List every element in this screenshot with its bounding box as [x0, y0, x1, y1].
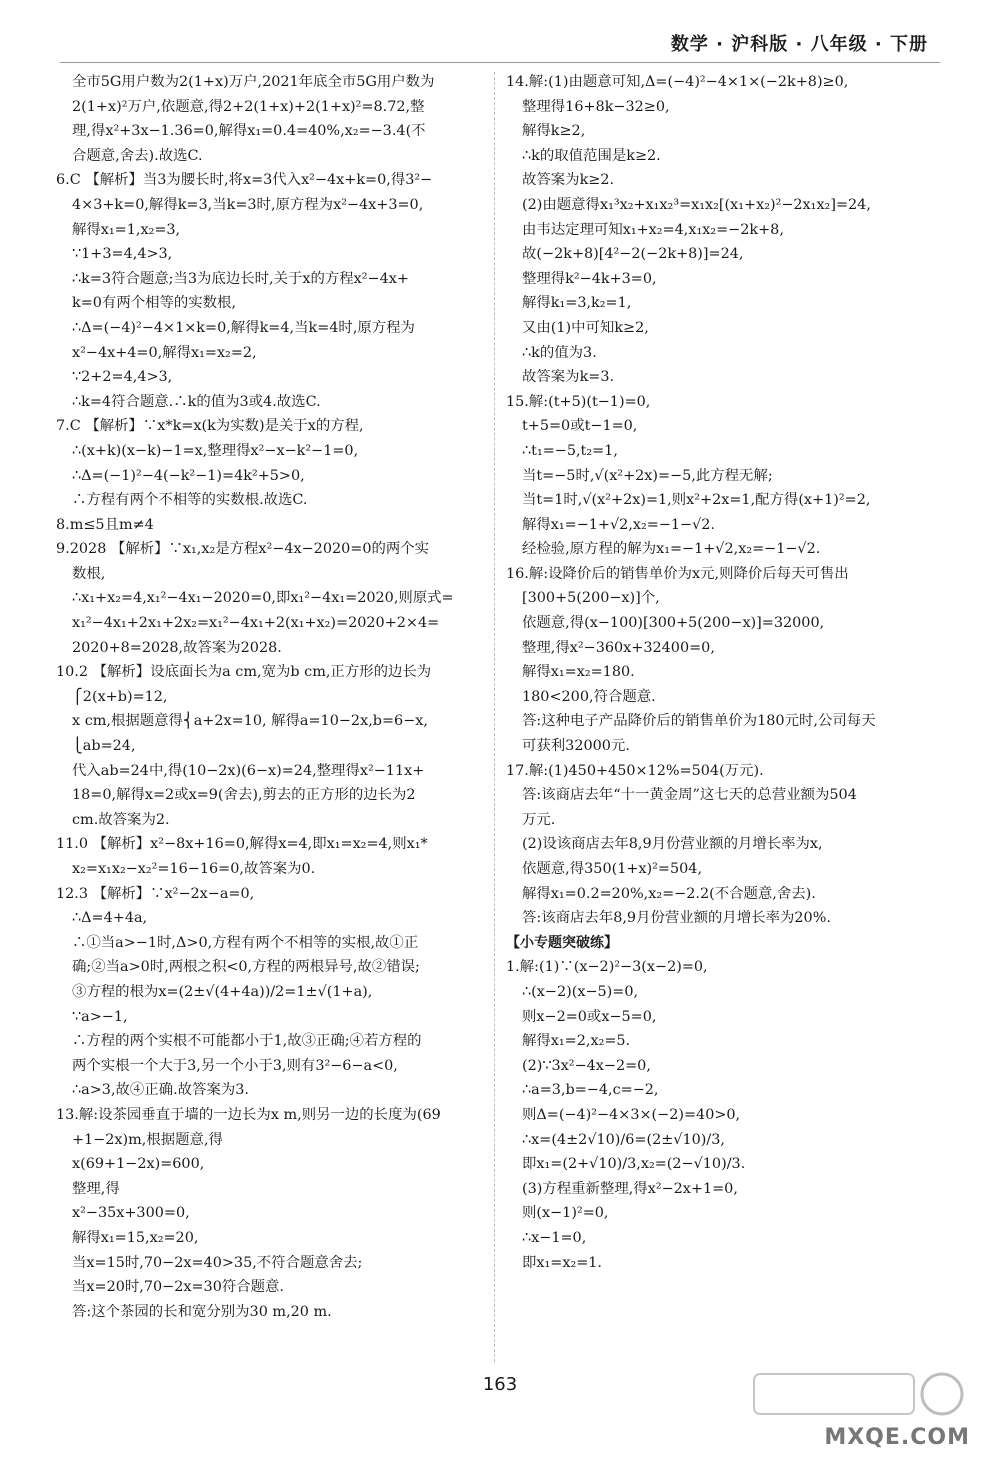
text-line: 可获利32000元.	[522, 738, 630, 755]
text-line: 确;②当a>0时,两根之积<0,方程的两根异号,故②错误;	[72, 959, 420, 976]
text-line: ∴(x−2)(x−5)=0,	[522, 983, 639, 1000]
text-line: 解得k≥2,	[522, 123, 586, 140]
page-header	[0, 0, 1000, 60]
header-rule	[60, 62, 940, 63]
text-line: 整理,得x²−360x+32400=0,	[522, 639, 715, 656]
text-line: ∴x−1=0,	[522, 1229, 587, 1246]
page-number: 163	[482, 1374, 518, 1395]
text-line: x²−4x+4=0,解得x₁=x₂=2,	[72, 344, 257, 361]
text-line: 9.2028 【解析】∵x₁,x₂是方程x²−4x−2020=0的两个实	[56, 541, 430, 558]
text-line: 则(x−1)²=0,	[522, 1205, 609, 1222]
text-line: ∵a>−1,	[72, 1008, 128, 1025]
text-line: 6.C 【解析】当3为腰长时,将x=3代入x²−4x+k=0,得3²−	[56, 172, 433, 189]
text-line: x²−35x+300=0,	[72, 1205, 190, 1222]
text-line: 依题意,得(x−100)[300+5(200−x)]=32000,	[522, 615, 825, 632]
text-line: 故(−2k+8)[4²−2(−2k+8)]=24,	[522, 246, 744, 263]
text-line: 当x=20时,70−2x=30符合题意.	[72, 1279, 284, 1296]
text-line: 解得x₁=15,x₂=20,	[72, 1229, 199, 1246]
text-line: 当t=1时,√(x²+2x)=1,则x²+2x=1,配方得(x+1)²=2,	[522, 492, 871, 509]
text-line: 数根,	[72, 565, 106, 582]
text-line: 13.解:设茶园垂直于墙的一边长为x m,则另一边的长度为(69	[56, 1106, 441, 1123]
column-divider	[494, 72, 495, 1362]
watermark-text: MXQE.COM	[824, 1425, 970, 1450]
text-line: ∴x=(4±2√10)/6=(2±√10)/3,	[522, 1131, 725, 1148]
text-line: 即x₁=(2+√10)/3,x₂=(2−√10)/3.	[522, 1156, 746, 1173]
text-line: 答:这种电子产品降价后的销售单价为180元时,公司每天	[522, 713, 876, 730]
text-line: 则x−2=0或x−5=0,	[522, 1008, 657, 1025]
text-line: (3)方程重新整理,得x²−2x+1=0,	[522, 1180, 738, 1197]
text-line: 又由(1)中可知k≥2,	[522, 319, 649, 336]
text-line: 故答案为k≥2.	[522, 172, 615, 189]
text-line: 由韦达定理可知x₁+x₂=4,x₁x₂=−2k+8,	[522, 221, 784, 238]
text-line: 整理,得	[72, 1180, 120, 1197]
text-line: 12.3 【解析】∵x²−2x−a=0,	[56, 885, 255, 902]
text-line: ∴a=3,b=−4,c=−2,	[522, 1082, 659, 1099]
text-line: ∴(x+k)(x−k)−1=x,整理得x²−x−k²−1=0,	[72, 442, 359, 459]
text-line: x₂=x₁x₂−x₂²=16−16=0,故答案为0.	[72, 861, 316, 877]
text-line: ∴①当a>−1时,Δ>0,方程有两个不相等的实根,故①正	[72, 934, 419, 951]
text-line: 当t=−5时,√(x²+2x)=−5,此方程无解;	[522, 467, 773, 484]
text-line: 全市5G用户数为2(1+x)万户,2021年底全市5G用户数为	[72, 74, 435, 90]
text-line: 解得k₁=3,k₂=1,	[522, 295, 632, 312]
text-line: 解得x₁=0.2=20%,x₂=−2.2(不合题意,舍去).	[522, 885, 816, 902]
text-line: 经检验,原方程的解为x₁=−1+√2,x₂=−1−√2.	[522, 541, 821, 558]
text-line: ∴方程的两个实根不可能都小于1,故③正确;④若方程的	[72, 1033, 422, 1050]
text-line: ③方程的根为x=(2±√(4+4a))/2=1±√(1+a),	[72, 983, 373, 1000]
text-line: 依题意,得350(1+x)²=504,	[522, 861, 703, 877]
text-line: 万元.	[522, 811, 556, 828]
text-line: 则Δ=(−4)²−4×3×(−2)=40>0,	[522, 1106, 741, 1123]
text-line: 2(1+x)²万户,依题意,得2+2(1+x)+2(1+x)²=8.72,整	[72, 98, 425, 115]
text-line: cm.故答案为2.	[72, 811, 170, 828]
header-title: 数学 · 沪科版 · 八年级 · 下册	[670, 34, 928, 55]
text-line: 2020+8=2028,故答案为2028.	[72, 639, 282, 656]
text-line: (2)由题意得x₁³x₂+x₁x₂³=x₁x₂[(x₁+x₂)²−2x₁x₂]=24,	[522, 196, 871, 213]
text-line: 解得x₁=1,x₂=3,	[72, 221, 181, 238]
text-line: 解得x₁=2,x₂=5.	[522, 1033, 631, 1050]
text-line: 故答案为k=3.	[522, 369, 615, 386]
text-line: ⎧2(x+b)=12,	[72, 688, 168, 705]
text-line: 代入ab=24中,得(10−2x)(6−x)=24,整理得x²−11x+	[72, 762, 425, 779]
text-line: 1.解:(1)∵(x−2)²−3(x−2)=0,	[506, 959, 708, 976]
section-heading: 【小专题突破练】	[506, 934, 618, 951]
text-line: ∴k的取值范围是k≥2.	[522, 147, 661, 164]
text-line: 4×3+k=0,解得k=3,当k=3时,原方程为x²−4x+3=0,	[72, 196, 424, 213]
text-line: 当x=15时,70−2x=40>35,不符合题意舍去;	[72, 1254, 363, 1271]
text-line: 答:这个茶园的长和宽分别为30 m,20 m.	[72, 1303, 332, 1320]
text-line: ∵2+2=4,4>3,	[72, 369, 173, 386]
text-line: 15.解:(t+5)(t−1)=0,	[506, 393, 651, 410]
text-line: 整理得k²−4k+3=0,	[522, 270, 657, 287]
text-line: ∵1+3=4,4>3,	[72, 246, 173, 263]
text-line: ∴方程有两个不相等的实数根.故选C.	[72, 492, 308, 509]
text-line: +1−2x)m,根据题意,得	[72, 1131, 223, 1148]
text-line: k=0有两个相等的实数根,	[72, 295, 237, 312]
text-line: 两个实根一个大于3,另一个小于3,则有3²−6−a<0,	[72, 1057, 398, 1074]
text-line: (2)设该商店去年8,9月份营业额的月增长率为x,	[522, 836, 823, 853]
text-line: x cm,根据题意得⎨a+2x=10, 解得a=10−2x,b=6−x,	[72, 713, 428, 730]
text-line: 解得x₁=−1+√2,x₂=−1−√2.	[522, 516, 716, 533]
text-line: 理,得x²+3x−1.36=0,解得x₁=0.4=40%,x₂=−3.4(不	[72, 123, 426, 140]
text-line: ∴t₁=−5,t₂=1,	[522, 442, 618, 459]
text-line: ∴x₁+x₂=4,x₁²−4x₁−2020=0,即x₁²−4x₁=2020,则原式=	[72, 590, 454, 607]
text-line: 整理得16+8k−32≥0,	[522, 98, 670, 115]
text-line: ∴k的值为3.	[522, 344, 597, 361]
text-line: 8.m≤5且m≠4	[56, 516, 154, 533]
text-line: [300+5(200−x)]个,	[522, 590, 660, 607]
text-line: 16.解:设降价后的销售单价为x元,则降价后每天可售出	[506, 565, 849, 582]
text-line: 合题意,舍去).故选C.	[72, 147, 203, 164]
text-line: ∴Δ=(−4)²−4×1×k=0,解得k=4,当k=4时,原方程为	[72, 319, 415, 336]
text-line: ∴a>3,故④正确.故答案为3.	[72, 1082, 249, 1099]
text-line: 11.0 【解析】x²−8x+16=0,解得x=4,即x₁=x₂=4,则x₁*	[56, 836, 428, 853]
text-line: x₁²−4x₁+2x₁+2x₂=x₁²−4x₁+2(x₁+x₂)=2020+2×4=	[72, 615, 440, 632]
text-line: t+5=0或t−1=0,	[522, 418, 638, 435]
text-line: 即x₁=x₂=1.	[522, 1254, 603, 1271]
text-line: 解得x₁=x₂=180.	[522, 664, 635, 681]
text-line: 180<200,符合题意.	[522, 688, 656, 705]
text-line: (2)∵3x²−4x−2=0,	[522, 1057, 651, 1074]
text-line: x(69+1−2x)=600,	[72, 1156, 205, 1173]
text-line: ∴k=3符合题意;当3为底边长时,关于x的方程x²−4x+	[72, 270, 409, 287]
text-line: 17.解:(1)450+450×12%=504(万元).	[506, 762, 764, 779]
text-line: 7.C 【解析】∵x*k=x(k为实数)是关于x的方程,	[56, 418, 364, 435]
left-column	[56, 70, 488, 1324]
text-line: 答:该商店去年“十一黄金周”这七天的总营业额为504	[522, 787, 857, 804]
text-line: ∴Δ=4+4a,	[72, 910, 148, 927]
text-line: ∴Δ=(−1)²−4(−k²−1)=4k²+5>0,	[72, 467, 305, 484]
text-line: 14.解:(1)由题意可知,Δ=(−4)²−4×1×(−2k+8)≥0,	[506, 74, 849, 90]
text-line: ∴k=4符合题意.∴k的值为3或4.故选C.	[72, 393, 321, 410]
text-line: 答:该商店去年8,9月份营业额的月增长率为20%.	[522, 910, 831, 927]
right-column	[506, 70, 946, 1275]
text-line: 10.2 【解析】设底面长为a cm,宽为b cm,正方形的边长为	[56, 664, 432, 681]
text-line: ⎩ab=24,	[72, 738, 136, 755]
text-line: 18=0,解得x=2或x=9(舍去),剪去的正方形的边长为2	[72, 787, 416, 804]
